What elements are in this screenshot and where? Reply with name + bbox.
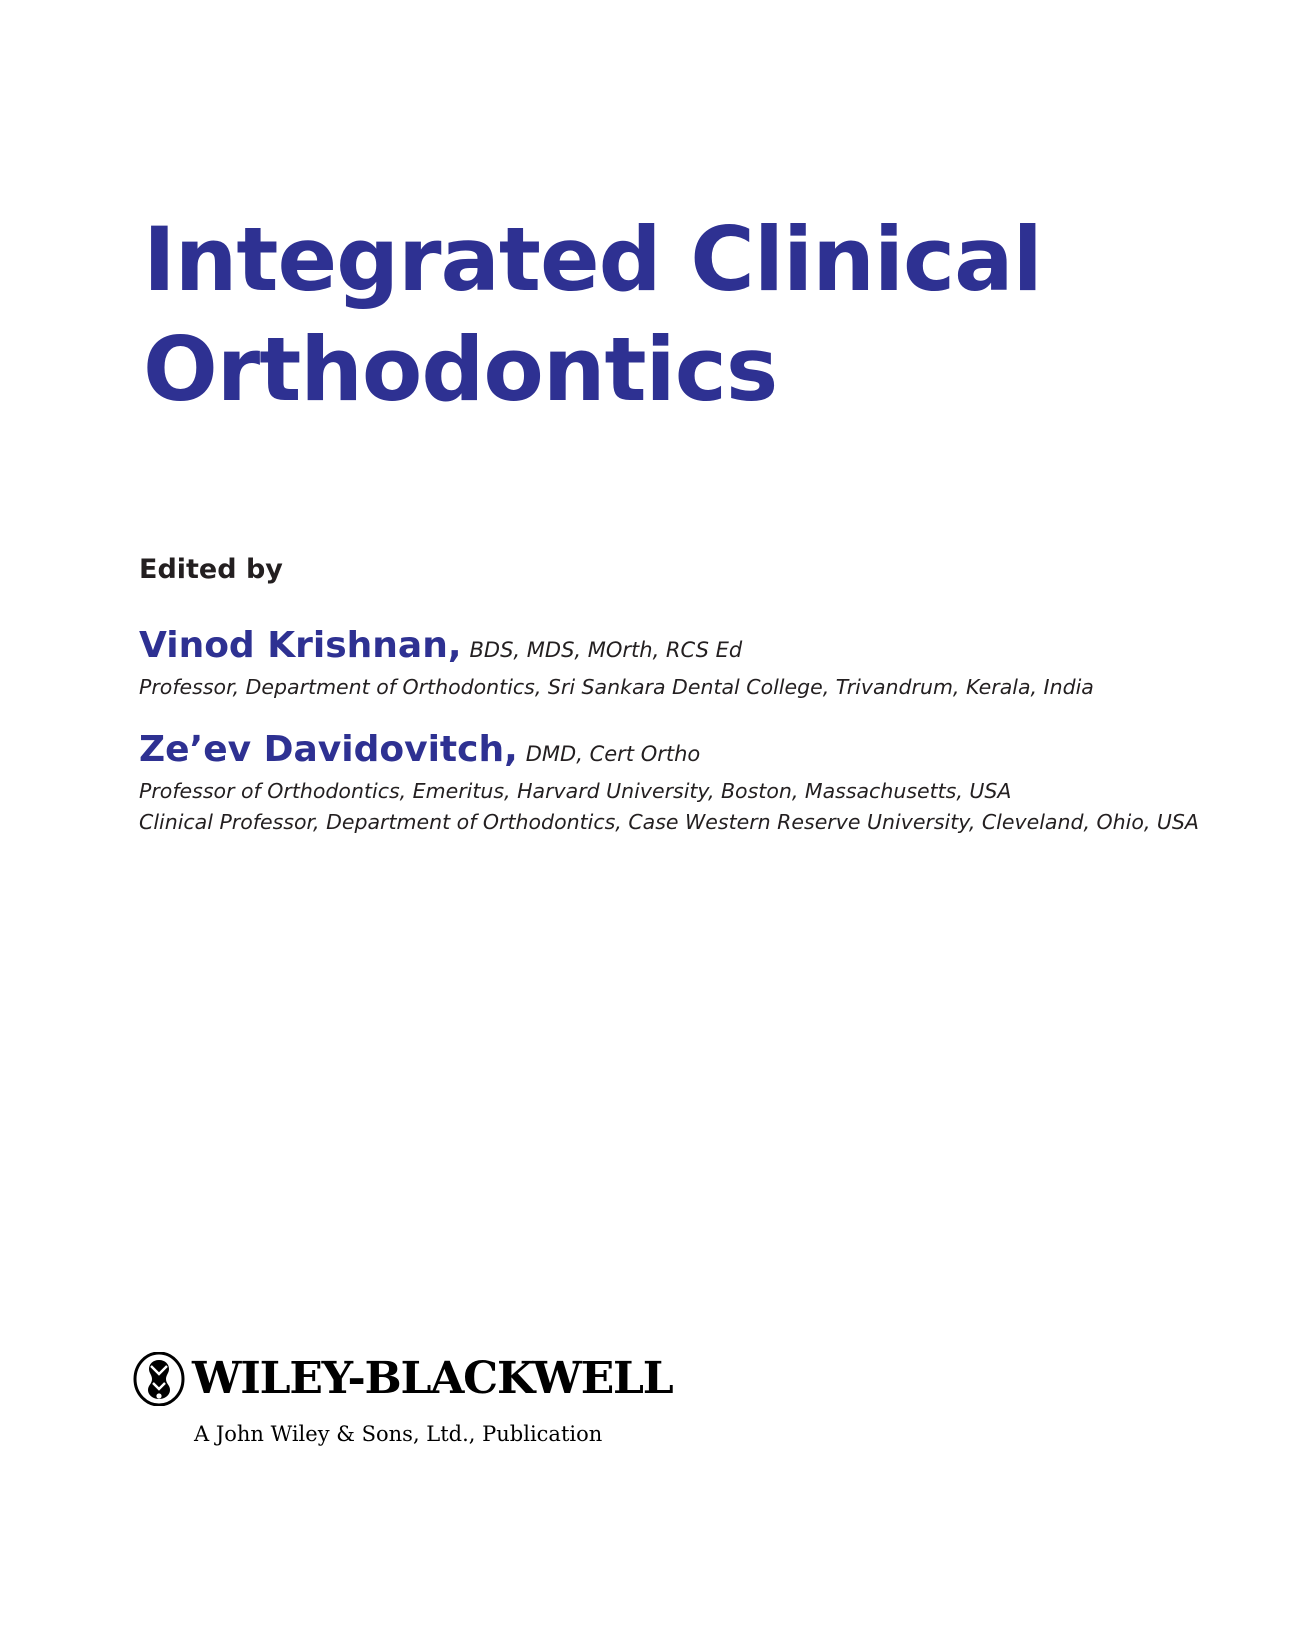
editor-affiliation: Professor of Orthodontics, Emeritus, Harvard University, Boston, Massachusetts, USA [139, 779, 1012, 803]
editor-degrees: DMD, Cert Ortho [525, 742, 701, 766]
editor-entry [139, 729, 1199, 838]
title-line-1: Integrated Clinical [143, 208, 1042, 311]
page-title [143, 205, 1143, 425]
publisher-name: WILEY-BLACKWELL [192, 1353, 673, 1404]
editor-entry [139, 625, 1149, 703]
publisher-logo-row [132, 1352, 832, 1406]
publisher-block [132, 1352, 832, 1446]
editor-name: Ze’ev Davidovitch, [139, 729, 518, 770]
editor-affiliation: Professor, Department of Orthodontics, Sri Sankara Dental College, Trivandrum, Kerala, India [139, 675, 1094, 699]
editor-affiliation: Clinical Professor, Department of Orthodontics, Case Western Reserve University, Cleveland, Ohio, USA [139, 810, 1199, 834]
title-line-2: Orthodontics [143, 318, 778, 421]
editor-name-row [139, 729, 1149, 770]
edited-by-label: Edited by [139, 554, 283, 585]
editor-name: Vinod Krishnan, [139, 625, 462, 666]
editor-list [139, 625, 1199, 864]
wiley-knight-logo-icon [132, 1352, 186, 1406]
publisher-imprint: A John Wiley & Sons, Ltd., Publication [194, 1422, 603, 1446]
editor-name-row [139, 625, 1149, 666]
editor-degrees: BDS, MDS, MOrth, RCS Ed [469, 638, 743, 662]
